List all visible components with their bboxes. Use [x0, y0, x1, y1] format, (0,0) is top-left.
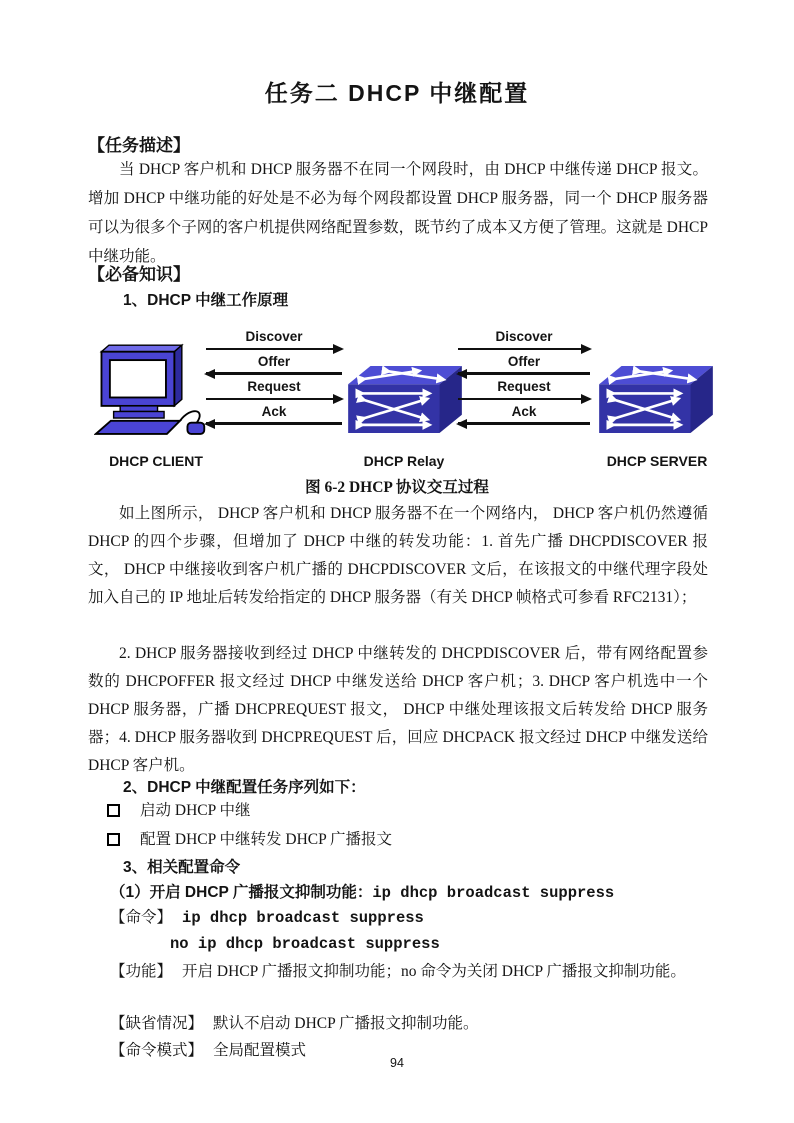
computer-base: [114, 411, 164, 418]
relay-label: DHCP Relay: [363, 453, 445, 469]
arrow-right-icon: [206, 344, 342, 354]
square-bullet-icon: [107, 804, 120, 817]
default-status-line: [88, 1012, 708, 1036]
section-heading-task-description: 【任务描述】: [88, 136, 190, 155]
computer-neck: [120, 406, 157, 412]
message-discover: [458, 329, 590, 354]
message-label: Ack: [261, 404, 287, 419]
mouse-cable: [180, 411, 200, 423]
switch-icon-relay: [348, 366, 462, 433]
message-label: Discover: [245, 329, 303, 344]
message-request: [206, 379, 342, 404]
command-syntax-line-2: [170, 932, 440, 956]
message-label: Request: [247, 379, 301, 394]
switch-icon-server: [599, 366, 713, 433]
command-mode-text: 全局配置模式: [213, 1042, 307, 1059]
message-ack: [206, 404, 342, 429]
command-intro-text: （1）开启 DHCP 广播报文抑制功能：: [110, 884, 373, 901]
paragraph-relay-step-1: 如上图所示， DHCP 客户机和 DHCP 服务器不在一个网络内， DHCP 客户机仍然遵循 DHCP 的四个步骤，但增加了 DHCP 中继的转发功能：1. 首先广播 DHCPDISCOVER 报文， DHCP 中继接收到客户机广播的 DHCPDISCOVER 文后，在该报文的中继代理字段处加入自己的 IP 地址后转发给指定的 DHCP 服务器（有关 DHCP 帧格式可参看 RFC2131）；: [88, 505, 708, 606]
arrow-right-icon: [458, 344, 590, 354]
arrow-right-icon: [458, 394, 590, 404]
client-relay-messages: [206, 329, 342, 429]
page-title: 任务二 DHCP 中继配置: [264, 80, 530, 106]
computer-monitor-top: [101, 345, 181, 352]
arrow-right-icon: [206, 394, 342, 404]
default-status-label: 【缺省情况】: [110, 1015, 204, 1032]
section-heading-required-knowledge: 【必备知识】: [88, 265, 190, 284]
function-description-line: [88, 958, 708, 986]
default-status-text: 默认不启动 DHCP 广播报文抑制功能。: [213, 1015, 479, 1032]
subsection-heading-relay-principle: 1、DHCP 中继工作原理: [123, 292, 289, 309]
message-label: Discover: [495, 329, 553, 344]
task-list-item: [107, 800, 251, 822]
command-syntax: ip dhcp broadcast suppress: [182, 909, 424, 927]
computer-monitor-side: [174, 345, 181, 406]
computer-keyboard: [96, 421, 180, 434]
message-offer: [206, 354, 342, 379]
command-syntax-line-1: [110, 906, 424, 930]
message-label: Offer: [507, 354, 541, 369]
task-description-paragraph: 当 DHCP 客户机和 DHCP 服务器不在同一个网段时，由 DHCP 中继传递 DHCP 报文。增加 DHCP 中继功能的好处是不必为每个网段都设置 DHCP 服务器，同一个 DHCP 服务器可以为很多个子网的客户机提供网络配置参数，既节约了成本又方便了管理。这就是 DHCP 中继功能。: [88, 161, 708, 265]
mouse-icon: [187, 423, 204, 434]
task-list-item-label: 启动 DHCP 中继: [140, 802, 251, 819]
figure-caption: 图 6-2 DHCP 协议交互过程: [305, 479, 489, 496]
relay-server-messages: [458, 329, 590, 429]
arrow-left-icon: [458, 369, 590, 379]
function-text: 开启 DHCP 广播报文抑制功能；no 命令为关闭 DHCP 广播报文抑制功能。: [182, 963, 686, 980]
message-label: Offer: [257, 354, 291, 369]
command-syntax-no-form: no ip dhcp broadcast suppress: [170, 935, 440, 953]
square-bullet-icon: [107, 833, 120, 846]
command-intro-syntax: ip dhcp broadcast suppress: [372, 884, 615, 902]
command-mode-label: 【命令模式】: [110, 1042, 204, 1059]
page-number: 94: [390, 1056, 404, 1070]
message-ack: [458, 404, 590, 429]
message-label: Ack: [511, 404, 537, 419]
server-label: DHCP SERVER: [606, 453, 708, 469]
computer-screen: [110, 360, 166, 397]
arrow-left-icon: [206, 369, 342, 379]
message-request: [458, 379, 590, 404]
command-label: 【命令】: [110, 909, 173, 926]
message-label: Request: [497, 379, 551, 394]
client-label: DHCP CLIENT: [109, 453, 203, 469]
command-intro-line: [110, 882, 614, 904]
task-list-item: [107, 829, 392, 851]
dhcp-interaction-figure: [88, 326, 710, 476]
subsection-heading-task-sequence: 2、DHCP 中继配置任务序列如下：: [123, 779, 366, 796]
message-offer: [458, 354, 590, 379]
task-list-item-label: 配置 DHCP 中继转发 DHCP 广播报文: [140, 831, 393, 848]
arrow-left-icon: [458, 419, 590, 429]
function-label: 【功能】: [110, 963, 173, 980]
subsection-heading-config-commands: 3、相关配置命令: [123, 859, 241, 876]
message-discover: [206, 329, 342, 354]
paragraph-relay-steps-2-4: 2. DHCP 服务器接收到经过 DHCP 中继转发的 DHCPDISCOVER 后，带有网络配置参数的 DHCPOFFER 报文经过 DHCP 中继发送给 DHCP 客户机；3. DHCP 客户机选中一个 DHCP 服务器，广播 DHCPREQUEST 报文， DHCP 中继处理该报文后转发给 DHCP 服务器；4. DHCP 服务器收到 DHCPREQUEST 后，回应 DHCPACK 报文经过 DHCP 中继发送给 DHCP 客户机。: [88, 645, 708, 774]
computer-icon: [94, 342, 208, 438]
arrow-left-icon: [206, 419, 342, 429]
